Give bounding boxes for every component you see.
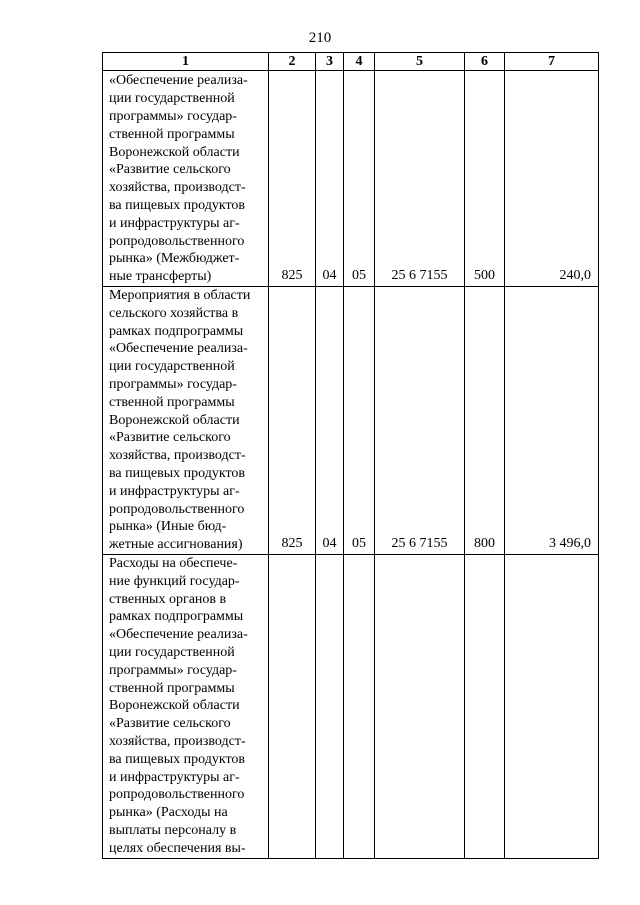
description-line: ропродовольственного [109, 233, 245, 249]
description-line: Воронежской области [109, 144, 240, 160]
cell-subsection: 05 [344, 71, 375, 287]
cell-target-article: 25 6 7155 [375, 71, 465, 287]
description-line: рынка» (Расходы на [109, 805, 228, 821]
description-line: ственной программы [109, 680, 235, 696]
description-line: программы» государ- [109, 109, 237, 125]
column-header: 5 [375, 53, 465, 71]
cell-amount: 240,0 [505, 71, 599, 287]
description-line: ные трансферты) [109, 269, 212, 285]
description-line: «Обеспечение реализа- [109, 627, 248, 643]
budget-table [102, 52, 599, 859]
table-row [103, 71, 599, 287]
cell-amount [505, 554, 599, 858]
table-header-row [103, 53, 599, 71]
description-line: ственной программы [109, 126, 235, 142]
cell-target-article: 25 6 7155 [375, 287, 465, 555]
description-line: «Обеспечение реализа- [109, 341, 248, 357]
cell-section [316, 554, 344, 858]
description-line: ва пищевых продуктов [109, 465, 246, 481]
cell-subsection: 05 [344, 287, 375, 555]
description-line: «Развитие сельского [109, 430, 231, 446]
description-line: «Развитие сельского [109, 716, 231, 732]
description-line: рынка» (Иные бюд- [109, 519, 227, 535]
description-line: ва пищевых продуктов [109, 751, 246, 767]
description-line: и инфраструктуры аг- [109, 215, 240, 231]
column-header: 1 [103, 53, 269, 71]
description-line: Воронежской области [109, 412, 240, 428]
description-line: целях обеспечения вы- [109, 840, 246, 856]
description-line: ва пищевых продуктов [109, 198, 246, 214]
column-header: 7 [505, 53, 599, 71]
table-row [103, 554, 599, 858]
table-row [103, 287, 599, 555]
description-line: рынка» (Межбюджет- [109, 251, 240, 267]
cell-subsection [344, 554, 375, 858]
cell-amount: 3 496,0 [505, 287, 599, 555]
description-line: программы» государ- [109, 376, 237, 392]
column-header: 4 [344, 53, 375, 71]
cell-target-article [375, 554, 465, 858]
row-description [103, 287, 269, 555]
description-line: ние функций государ- [109, 573, 240, 589]
description-line: программы» государ- [109, 662, 237, 678]
description-line: хозяйства, производст- [109, 180, 246, 196]
description-line: Расходы на обеспече- [109, 555, 238, 571]
page-number: 210 [308, 30, 332, 46]
column-header: 2 [269, 53, 316, 71]
description-line: Воронежской области [109, 698, 240, 714]
description-line: ции государственной [109, 359, 235, 375]
description-line: «Обеспечение реализа- [109, 73, 248, 89]
description-line: ственных органов в [109, 591, 227, 607]
description-line: ропродовольственного [109, 501, 245, 517]
cell-expense-type: 800 [465, 287, 505, 555]
cell-expense-type: 500 [465, 71, 505, 287]
description-line: ропродовольственного [109, 787, 245, 803]
row-description [103, 71, 269, 287]
description-line: Мероприятия в области [109, 288, 251, 303]
description-line: рамках подпрограммы [109, 323, 244, 339]
description-line: жетные ассигнования) [109, 537, 243, 553]
description-line: хозяйства, производст- [109, 448, 246, 464]
description-line: и инфраструктуры аг- [109, 769, 240, 785]
cell-section: 04 [316, 71, 344, 287]
description-line: хозяйства, производст- [109, 733, 246, 749]
row-description [103, 554, 269, 858]
description-line: выплаты персоналу в [109, 822, 237, 838]
description-line: рамках подпрограммы [109, 609, 244, 625]
cell-admin-code: 825 [269, 287, 316, 555]
cell-admin-code [269, 554, 316, 858]
cell-section: 04 [316, 287, 344, 555]
description-line: и инфраструктуры аг- [109, 483, 240, 499]
column-header: 6 [465, 53, 505, 71]
description-line: ции государственной [109, 644, 235, 660]
description-line: «Развитие сельского [109, 162, 231, 178]
cell-expense-type [465, 554, 505, 858]
description-line: сельского хозяйства в [109, 305, 239, 321]
column-header: 3 [316, 53, 344, 71]
cell-admin-code: 825 [269, 71, 316, 287]
description-line: ции государственной [109, 91, 235, 107]
description-line: ственной программы [109, 394, 235, 410]
